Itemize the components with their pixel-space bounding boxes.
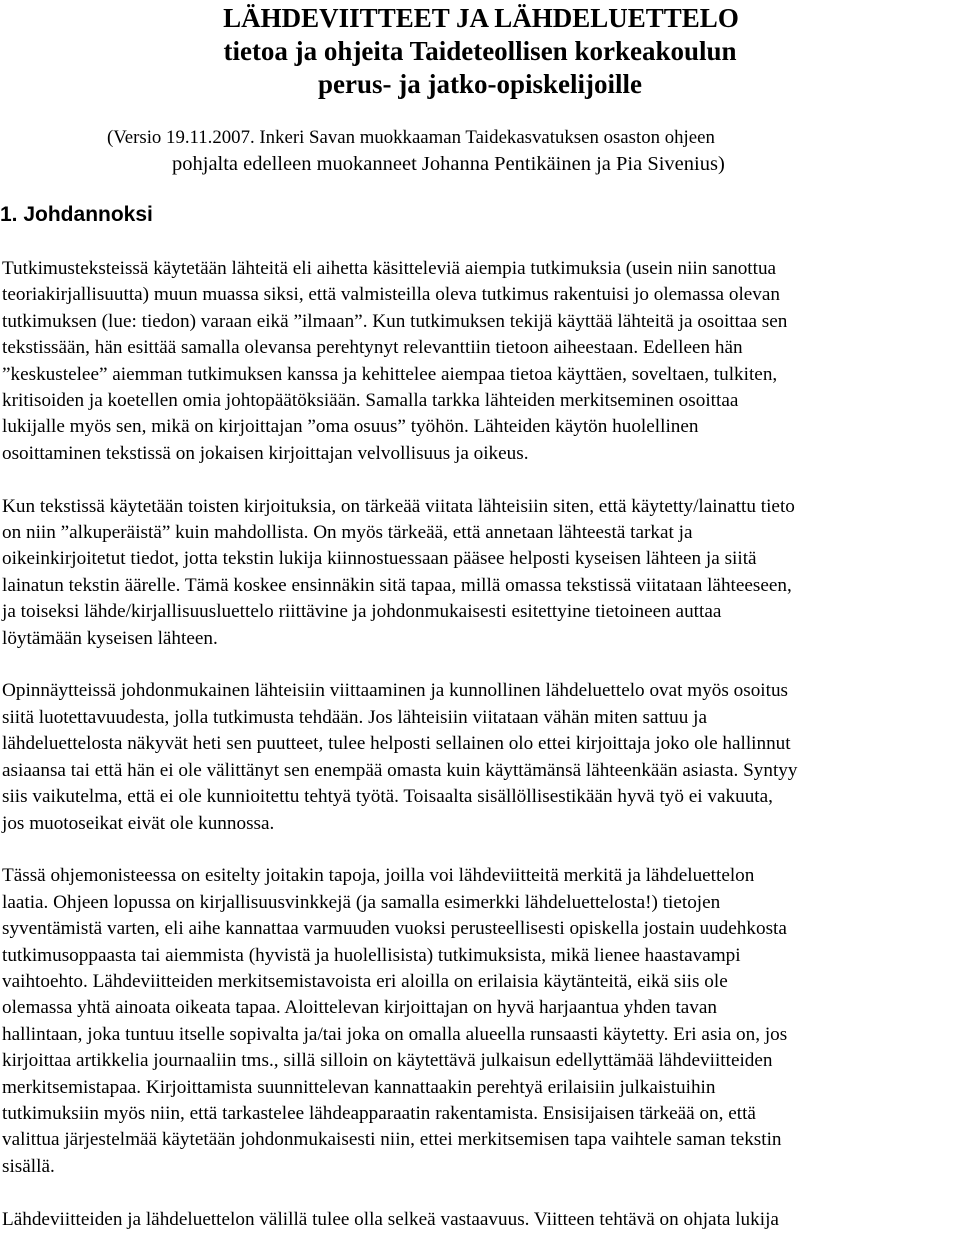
text-line: merkitsemistapaa. Kirjoittamista suunnittelevan kannattaakin perehtyä erilaisiin julkaistuihin (2, 1076, 716, 1098)
paragraph (2, 494, 956, 652)
paragraph (2, 1207, 956, 1233)
section-heading: 1. Johdannoksi (0, 203, 153, 226)
text-line: oikeinkirjoitetut tiedot, jotta tekstin lukija kiinnostuessaan pääsee helposti kyseisen lähteen ja siitä (2, 548, 757, 570)
text-line: lähdeluettelosta näkyvät heti sen puutteet, tulee helposti sellainen olo ettei kirjoittaja joko ole hallinnut (2, 733, 791, 755)
text-line: lukijalle myös sen, mikä on kirjoittajan ”oma osuus” työhön. Lähteiden käytön huolellinen (2, 416, 699, 438)
text-line: siitä luotettavuudesta, jolla tutkimusta tehdään. Jos lähteisiin viitataan vähän miten sattuu ja (2, 706, 707, 728)
subtitle-line: tietoa ja ohjeita Taideteollisen korkeakoulun (223, 36, 737, 66)
text-line: on niin ”alkuperäistä” kuin mahdollista. On myös tärkeää, että annetaan lähteestä tarkat ja (2, 522, 693, 544)
text-line: olemassa yhtä ainoata oikeata tapaa. Aloittelevan kirjoittajan on hyvä harjaantua yhden tavan (2, 997, 717, 1019)
paragraph (2, 256, 956, 467)
text-line: siis vaikutelma, että ei ole kunnioitettu tehtyä työtä. Toisaalta sisällöllisestikään hyvä työ ei vakuuta, (2, 786, 773, 808)
text-line: jos muotoseikat eivät ole kunnossa. (2, 812, 275, 834)
text-line: ja toiseksi lähde/kirjallisuusluettelo riittävine ja johdonmukaisesti esitettyine tietoineen auttaa (2, 601, 722, 623)
text-line: asiaansa tai että hän ei ole välittänyt sen enempää omasta kuin käyttämänsä lähteenkään asiasta. Syntyy (2, 759, 798, 781)
text-line: Opinnäytteissä johdonmukainen lähteisiin viittaaminen ja kunnollinen lähdeluettelo ovat myös osoitus (2, 680, 789, 702)
text-line: vaihtoehto. Lähdeviitteiden merkitsemistavoista eri aloilla on erilaisia käytänteitä, eikä siis ole (2, 970, 728, 992)
text-line: Tutkimusteksteissä käytetään lähteitä eli aihetta käsitteleviä aiempia tutkimuksia (usein niin sanottua (2, 258, 777, 279)
text-line: tekstissään, hän esittää samalla olevansa perehtynyt relevanttiin tietoon aiheestaan. Edelleen hän (2, 337, 743, 359)
text-line: osoittaminen tekstissä on jokaisen kirjoittajan velvollisuus ja oikeus. (2, 442, 529, 464)
paragraph (2, 863, 956, 1180)
version-note (107, 124, 952, 178)
text-line: ”keskustelee” aiemman tutkimuksen kanssa ja kehittelee aiempaa tietoa käyttäen, soveltaen, tulkiten, (2, 363, 778, 385)
text-line: Kun tekstissä käytetään toisten kirjoituksia, on tärkeää viitata lähteisiin siten, että käytetty/lainattu tieto (2, 495, 795, 517)
text-line: löytämään kyseisen lähteen. (2, 627, 218, 649)
text-line: tutkimuksiin myös niin, että tarkastelee lähdeapparaatin rakentamista. Ensisijaisen tärkeää on, että (2, 1102, 756, 1124)
body-text (2, 256, 956, 1259)
text-line: Tässä ohjemonisteessa on esitelty joitakin tapoja, joilla voi lähdeviitteitä merkitä ja lähdeluettelon (2, 865, 755, 887)
text-line: Lähdeviitteiden ja lähdeluettelon välillä tulee olla selkeä vastaavuus. Viitteen tehtävä on ohjata lukija (2, 1208, 779, 1230)
text-line: hallintaan, joka tuntuu itselle sopivalta ja/tai joka on omalla alueella runsaasti käytetty. Eri asia on, jos (2, 1023, 788, 1045)
text-line: teoriakirjallisuutta) muun muassa siksi, että valmisteilla oleva tutkimus rakentuisi jo olemassa olevan (2, 284, 780, 306)
text-line: valittua järjestelmää käytetään johdonmukaisesti niin, ettei merkitsemisen tapa vaihtele saman tekstin (2, 1129, 782, 1151)
text-line: kritisoiden ja koetellen omia johtopäätöksiään. Samalla tarkka lähteiden merkitseminen osoittaa (2, 390, 739, 412)
text-line: syventämistä varten, eli aihe kannattaa varmuuden vuoksi perusteellisesti opiskella jostain uudehkosta (2, 918, 787, 940)
title-line: LÄHDEVIITTEET JA LÄHDELUETTELO (223, 3, 739, 33)
document-title (0, 2, 960, 101)
text-line: lainatun tekstin äärelle. Tämä koskee ensinnäkin sitä tapaa, millä omassa tekstissä viitataan lähteeseen, (2, 574, 792, 596)
text-line: kirjoittaa artikkelia journaaliin tms., sillä silloin on käytettävä julkaisun edellyttämää lähdeviitteiden (2, 1050, 773, 1072)
text-line: sisällä. (2, 1155, 55, 1177)
text-line: tutkimusoppaasta tai aiemmista (hyvistä ja huolellisista) tutkimuksista, mikä lienee haastavampi (2, 944, 741, 966)
subtitle-line: perus- ja jatko-opiskelijoille (318, 69, 642, 99)
version-line: (Versio 19.11.2007. Inkeri Savan muokkaaman Taidekasvatuksen osaston ohjeen (107, 127, 715, 148)
text-line: laatia. Ohjeen lopussa on kirjallisuusvinkkejä (ja samalla esimerkki lähdeluettelosta!) tietojen (2, 891, 721, 913)
version-line: pohjalta edelleen muokanneet Johanna Pentikäinen ja Pia Sivenius) (172, 153, 725, 175)
paragraph (2, 678, 956, 836)
text-line: tutkimuksen (lue: tiedon) varaan eikä ”ilmaan”. Kun tutkimuksen tekijä käyttää lähteitä ja osoittaa sen (2, 310, 788, 332)
